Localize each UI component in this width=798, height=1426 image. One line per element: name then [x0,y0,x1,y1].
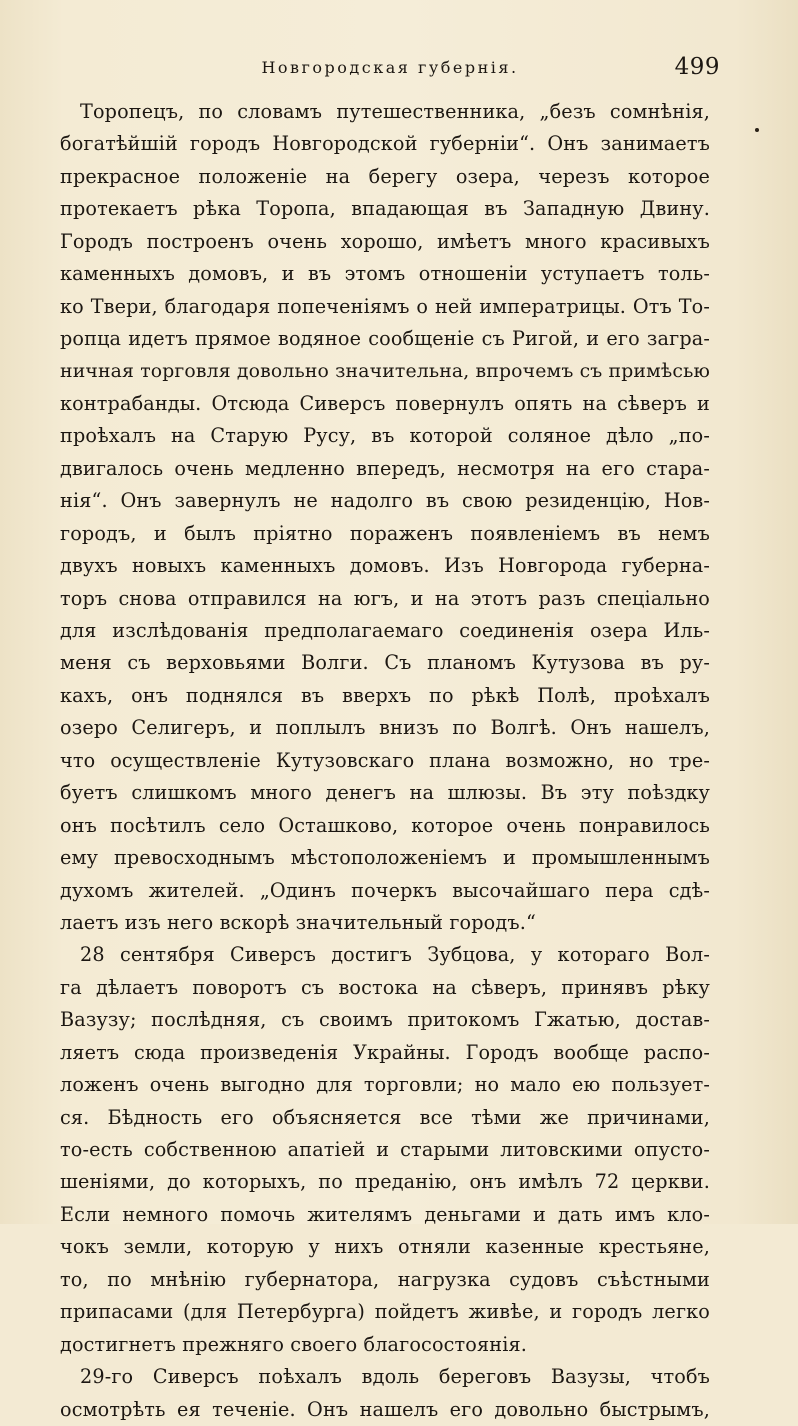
body-text [60,96,710,1426]
text-line: онъ посѣтилъ село Осташково, которое очень понравилось [60,813,710,837]
text-line: ко Твери, благодаря попеченіямъ о ней императрицы. Отъ То- [60,294,710,318]
text-line: ропца идетъ прямое водяное сообщеніе съ Ригой, и его загра- [60,327,710,351]
text-line: двигалось очень медленно впередъ, несмотря на его стара- [60,456,710,480]
paragraph-last-line: лаетъ изъ него вскорѣ значительный городъ.“ [60,910,536,934]
text-line: ему превосходнымъ мѣстоположеніемъ и промышленнымъ [60,846,710,870]
text-line: проѣхалъ на Старую Русу, въ которой соляное дѣло „по- [60,424,710,448]
text-line: озеро Селигеръ, и поплылъ внизъ по Волгѣ. Онъ нашелъ, [60,716,710,740]
text-line: духомъ жителей. „Одинъ почеркъ высочайшаго пера сдѣ- [60,878,710,902]
text-line: каменныхъ домовъ, и въ этомъ отношеніи уступаетъ толь- [60,262,710,286]
text-line: осмотрѣть ея теченіе. Онъ нашелъ его довольно быстрымъ, [60,1397,710,1421]
text-line: ложенъ очень выгодно для торговли; но мало ею пользует- [60,1073,710,1097]
text-line: меня съ верховьями Волги. Съ планомъ Кутузова въ ру- [60,651,710,675]
text-line: что осуществленіе Кутузовскаго плана возможно, но тре- [60,748,710,772]
text-line: ляетъ сюда произведенія Украйны. Городъ вообще распо- [60,1040,710,1064]
text-line: контрабанды. Отсюда Сиверсъ повернулъ опять на сѣверъ и [60,391,710,415]
text-line: Если немного помочь жителямъ деньгами и дать имъ кло- [60,1202,710,1226]
text-line: ничная торговля довольно значительна, впрочемъ съ примѣсью [60,360,710,382]
text-line: для изслѣдованія предполагаемаго соединенія озера Иль- [60,619,710,642]
text-line: двухъ новыхъ каменныхъ домовъ. Изъ Новгорода губерна- [60,554,710,578]
text-line: шеніями, до которыхъ, по преданію, онъ имѣлъ 72 церкви. [60,1170,710,1194]
text-line: торъ снова отправился на югъ, и на этотъ разъ спеціально [60,586,710,610]
text-line: Торопецъ, по словамъ путешественника, „безъ сомнѣнія, [80,100,710,123]
paragraph-last-line: достигнетъ прежняго своего благосостоянія. [60,1332,527,1356]
text-line: нія“. Онъ завернулъ не надолго въ свою резиденцію, Нов- [60,489,710,513]
page-number: 499 [674,54,720,80]
text-line: припасами (для Петербурга) пойдетъ живѣе, и городъ легко [60,1300,710,1324]
text-line: ся. Бѣдность его объясняется все тѣми же причинами, [60,1105,710,1129]
running-head: Новгородская губернія. [261,58,519,77]
text-line: то-есть собственною апатіей и старыми литовскими опусто- [60,1138,710,1161]
text-line: городъ, и былъ пріятно пораженъ появленіемъ въ немъ [60,521,710,545]
text-line: прекрасное положеніе на берегу озера, черезъ которое [60,164,710,188]
text-line: Городъ построенъ очень хорошо, имѣетъ много красивыхъ [60,229,710,253]
text-line: то, по мнѣнію губернатора, нагрузка судовъ съѣстными [60,1267,710,1291]
page-header [60,54,720,86]
text-line: богатѣйшій городъ Новгородской губерніи“. Онъ занимаетъ [60,132,710,156]
text-line: Вазузу; послѣдняя, съ своимъ притокомъ Гжатью, достав- [60,1008,710,1032]
paragraph-first-line: 29-го Сиверсъ поѣхалъ вдоль береговъ Вазузы, чтобъ [80,1365,710,1389]
paragraph-first-line: 28 сентября Сиверсъ достигъ Зубцова, у котораго Вол- [80,943,710,967]
text-line: га дѣлаетъ поворотъ съ востока на сѣверъ, принявъ рѣку [60,975,710,999]
text-line: кахъ, онъ поднялся въ вверхъ по рѣкѣ Полѣ, проѣхалъ [60,683,710,707]
text-line: протекаетъ рѣка Торопа, впадающая въ Западную Двину. [60,197,710,221]
text-line: чокъ земли, которую у нихъ отняли казенные крестьяне, [60,1235,710,1259]
text-line: буетъ слишкомъ много денегъ на шлюзы. Въ эту поѣздку [60,781,710,805]
margin-ink-dot [755,128,759,132]
